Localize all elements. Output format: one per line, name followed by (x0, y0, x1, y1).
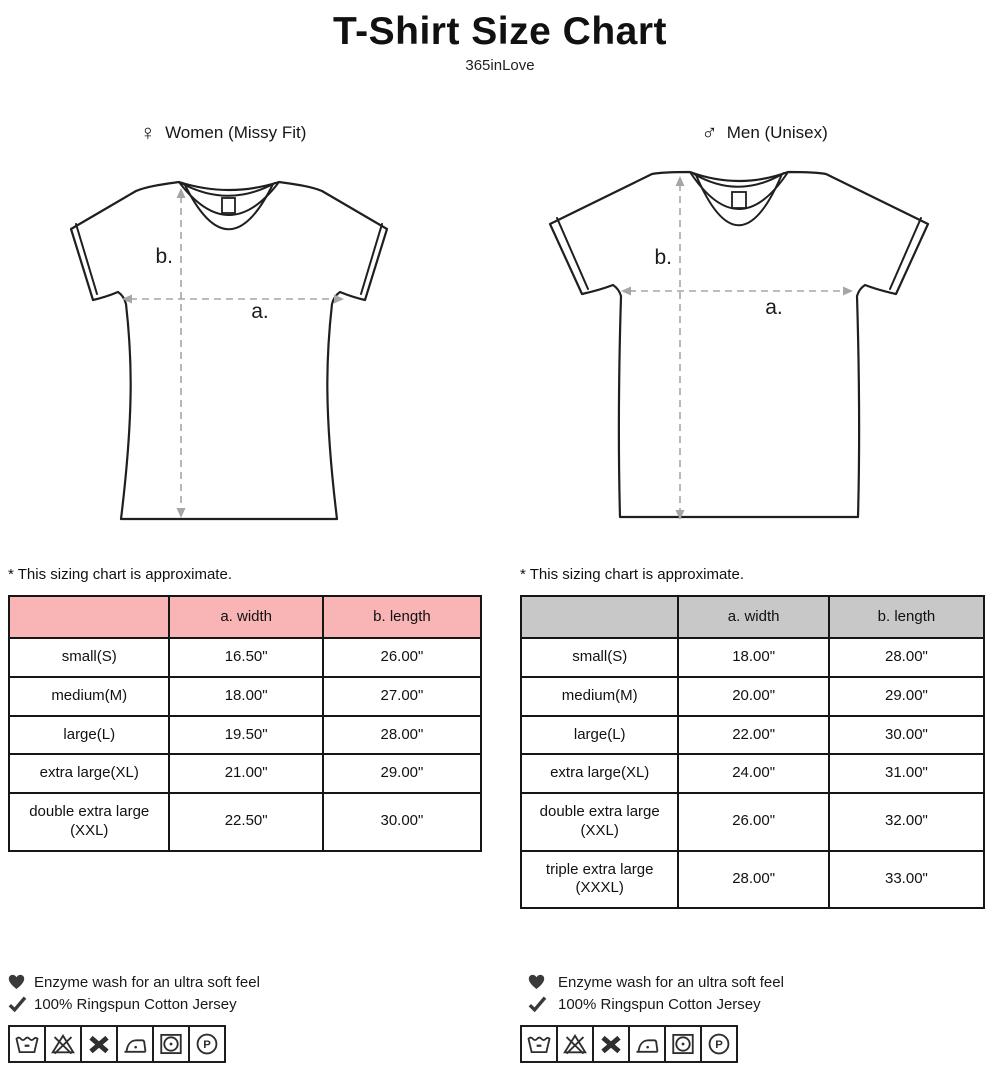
iron-icon (628, 1025, 666, 1063)
length-cell: 26.00" (323, 638, 481, 677)
width-measure-label: a. (251, 300, 269, 323)
size-cell: large(L) (9, 716, 169, 755)
table-row (521, 793, 984, 851)
table-header-row (9, 596, 481, 638)
page-header (0, 0, 1000, 74)
feature-enzyme-wash (528, 971, 985, 993)
table-row (9, 677, 481, 716)
width-cell: 26.00" (678, 793, 828, 851)
table-row (521, 716, 984, 755)
men-shirt-diagram (520, 162, 985, 528)
heart-icon (8, 974, 34, 990)
width-cell: 20.00" (678, 677, 828, 716)
women-tshirt-illustration (64, 172, 474, 522)
size-cell: medium(M) (521, 677, 678, 716)
male-icon: ♂ (701, 120, 718, 145)
table-row (9, 754, 481, 793)
width-column-header: a. width (678, 596, 828, 638)
machine-wash-icon (8, 1025, 46, 1063)
do-not-wring-icon (592, 1025, 630, 1063)
men-features (520, 971, 985, 1015)
size-cell: small(S) (521, 638, 678, 677)
size-cell: small(S) (9, 638, 169, 677)
check-icon (528, 996, 558, 1012)
women-heading: Women (Missy Fit) (165, 123, 307, 142)
check-icon (8, 996, 34, 1012)
length-cell: 29.00" (323, 754, 481, 793)
women-sizing-note: * This sizing chart is approximate. (8, 566, 232, 583)
length-measure-label: b. (654, 246, 672, 269)
length-measure-label: b. (155, 245, 173, 268)
men-heading: Men (Unisex) (726, 123, 828, 142)
svg-text:P: P (715, 1039, 723, 1052)
women-section (8, 74, 482, 1063)
tumble-dry-icon (664, 1025, 702, 1063)
width-cell: 18.00" (678, 638, 828, 677)
feature-cotton (528, 993, 985, 1015)
table-row (521, 638, 984, 677)
do-not-bleach-icon (556, 1025, 594, 1063)
length-cell: 32.00" (829, 793, 984, 851)
width-cell: 19.50" (169, 716, 322, 755)
women-features (8, 971, 482, 1015)
men-section (520, 74, 985, 1063)
men-section-header (520, 120, 985, 146)
length-cell: 29.00" (829, 677, 984, 716)
table-row (9, 638, 481, 677)
feature-text: 100% Ringspun Cotton Jersey (34, 995, 237, 1013)
width-cell: 21.00" (169, 754, 322, 793)
do-not-wring-icon (80, 1025, 118, 1063)
width-measure-label: a. (765, 296, 783, 319)
width-cell: 24.00" (678, 754, 828, 793)
machine-wash-icon (520, 1025, 558, 1063)
feature-enzyme-wash (8, 971, 482, 993)
width-cell: 16.50" (169, 638, 322, 677)
length-column-header: b. length (323, 596, 481, 638)
size-column-header (9, 596, 169, 638)
size-column-header (521, 596, 678, 638)
female-icon: ♀ (139, 120, 157, 145)
size-cell: double extra large (XXL) (9, 793, 169, 851)
length-cell: 28.00" (323, 716, 481, 755)
size-cell: large(L) (521, 716, 678, 755)
professional-clean-p-icon (700, 1025, 738, 1063)
table-row (521, 754, 984, 793)
collar-tag (222, 198, 235, 213)
feature-text: Enzyme wash for an ultra soft feel (558, 973, 784, 991)
page-title: T-Shirt Size Chart (332, 10, 668, 53)
iron-icon (116, 1025, 154, 1063)
length-cell: 33.00" (829, 851, 984, 909)
svg-text:P: P (203, 1039, 211, 1052)
men-sizing-note: * This sizing chart is approximate. (520, 566, 744, 583)
brand-name: 365inLove (465, 57, 535, 74)
size-cell: double extra large (XXL) (521, 793, 678, 851)
women-section-header (8, 120, 482, 146)
women-shirt-diagram (8, 162, 482, 528)
collar-tag (732, 192, 746, 208)
do-not-bleach-icon (44, 1025, 82, 1063)
table-row (521, 677, 984, 716)
professional-clean-p-icon (188, 1025, 226, 1063)
size-chart-columns (0, 74, 1000, 1063)
width-column-header: a. width (169, 596, 322, 638)
table-row (9, 793, 481, 851)
length-cell: 31.00" (829, 754, 984, 793)
table-row (521, 851, 984, 909)
length-cell: 30.00" (323, 793, 481, 851)
size-cell: triple extra large (XXXL) (521, 851, 678, 909)
length-cell: 28.00" (829, 638, 984, 677)
tumble-dry-icon (152, 1025, 190, 1063)
feature-text: 100% Ringspun Cotton Jersey (558, 995, 761, 1013)
size-cell: extra large(XL) (521, 754, 678, 793)
length-cell: 27.00" (323, 677, 481, 716)
feature-text: Enzyme wash for an ultra soft feel (34, 973, 260, 991)
women-size-table (8, 595, 482, 852)
table-header-row (521, 596, 984, 638)
table-row (9, 716, 481, 755)
feature-cotton (8, 993, 482, 1015)
width-cell: 22.00" (678, 716, 828, 755)
length-column-header: b. length (829, 596, 984, 638)
care-icons-row (520, 1025, 985, 1063)
men-size-table (520, 595, 985, 909)
length-cell: 30.00" (829, 716, 984, 755)
width-cell: 22.50" (169, 793, 322, 851)
care-icons-row (8, 1025, 482, 1063)
heart-icon (528, 974, 558, 990)
width-cell: 18.00" (169, 677, 322, 716)
men-tshirt-illustration (545, 162, 935, 524)
size-cell: extra large(XL) (9, 754, 169, 793)
width-cell: 28.00" (678, 851, 828, 909)
size-cell: medium(M) (9, 677, 169, 716)
